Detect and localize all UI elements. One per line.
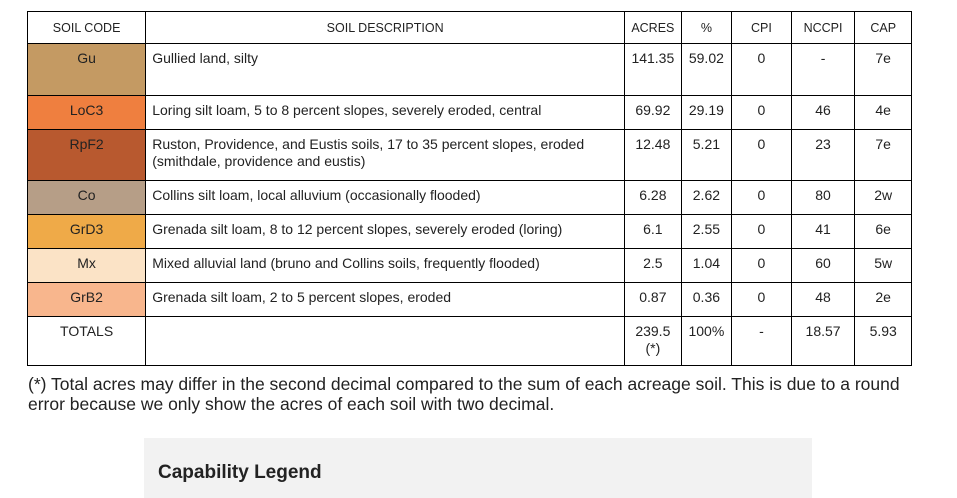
cpi-cell: 0 [732,181,792,215]
nccpi-cell: 41 [791,215,855,249]
cpi-cell: 0 [732,249,792,283]
soil-code-cell: RpF2 [28,130,146,181]
footnote: (*) Total acres may differ in the second decimal compared to the sum of each acreage soil. This is due to a round error because we only show the acres of each soil with two decimal. [28,374,900,414]
totals-label: TOTALS [28,317,146,366]
soil-code-cell: Gu [28,44,146,96]
cpi-cell: 0 [732,96,792,130]
cpi-cell: 0 [732,130,792,181]
soil-code-cell: GrD3 [28,215,146,249]
acres-cell: 69.92 [625,96,682,130]
nccpi-cell: 23 [791,130,855,181]
header-nccpi: NCCPI [791,12,855,44]
soil-description-cell: Ruston, Providence, and Eustis soils, 17 to 35 percent slopes, eroded (smithdale, providence and eustis) [146,130,625,181]
percent-cell: 0.36 [681,283,732,317]
soil-description-cell: Mixed alluvial land (bruno and Collins soils, frequently flooded) [146,249,625,283]
soil-description-cell: Collins silt loam, local alluvium (occasionally flooded) [146,181,625,215]
totals-description-cell [146,317,625,366]
acres-cell: 6.28 [625,181,682,215]
header-acres: ACRES [625,12,682,44]
cpi-cell: 0 [732,215,792,249]
cap-cell: 2w [855,181,912,215]
totals-cpi: - [732,317,792,366]
soil-code-cell: Co [28,181,146,215]
header-soil-code: SOIL CODE [28,12,146,44]
table-header-row [28,12,912,44]
table-row [28,215,912,249]
percent-cell: 1.04 [681,249,732,283]
table-row [28,283,912,317]
table-row [28,44,912,96]
percent-cell: 5.21 [681,130,732,181]
table-row [28,130,912,181]
cap-cell: 5w [855,249,912,283]
nccpi-cell: 60 [791,249,855,283]
soil-description-cell: Loring silt loam, 5 to 8 percent slopes, severely eroded, central [146,96,625,130]
cap-cell: 6e [855,215,912,249]
soil-code-cell: GrB2 [28,283,146,317]
acres-cell: 12.48 [625,130,682,181]
cap-cell: 7e [855,130,912,181]
percent-cell: 2.55 [681,215,732,249]
soil-table [27,11,912,366]
cap-cell: 2e [855,283,912,317]
cpi-cell: 0 [732,283,792,317]
totals-nccpi: 18.57 [791,317,855,366]
soil-description-cell: Grenada silt loam, 2 to 5 percent slopes, eroded [146,283,625,317]
acres-cell: 0.87 [625,283,682,317]
acres-cell: 2.5 [625,249,682,283]
header-soil-description: SOIL DESCRIPTION [146,12,625,44]
totals-acres: 239.5(*) [625,317,682,366]
table-row [28,96,912,130]
totals-cap: 5.93 [855,317,912,366]
header-cpi: CPI [732,12,792,44]
cap-cell: 4e [855,96,912,130]
soil-description-cell: Gullied land, silty [146,44,625,96]
table-row [28,249,912,283]
nccpi-cell: 46 [791,96,855,130]
cpi-cell: 0 [732,44,792,96]
percent-cell: 59.02 [681,44,732,96]
acres-cell: 141.35 [625,44,682,96]
totals-percent: 100% [681,317,732,366]
header-cap: CAP [855,12,912,44]
nccpi-cell: 80 [791,181,855,215]
legend-title: Capability Legend [158,462,322,483]
percent-cell: 29.19 [681,96,732,130]
nccpi-cell: - [791,44,855,96]
percent-cell: 2.62 [681,181,732,215]
soil-code-cell: LoC3 [28,96,146,130]
table-row [28,181,912,215]
nccpi-cell: 48 [791,283,855,317]
header-percent: % [681,12,732,44]
soil-description-cell: Grenada silt loam, 8 to 12 percent slopes, severely eroded (loring) [146,215,625,249]
acres-cell: 6.1 [625,215,682,249]
totals-row [28,317,912,366]
cap-cell: 7e [855,44,912,96]
soil-code-cell: Mx [28,249,146,283]
